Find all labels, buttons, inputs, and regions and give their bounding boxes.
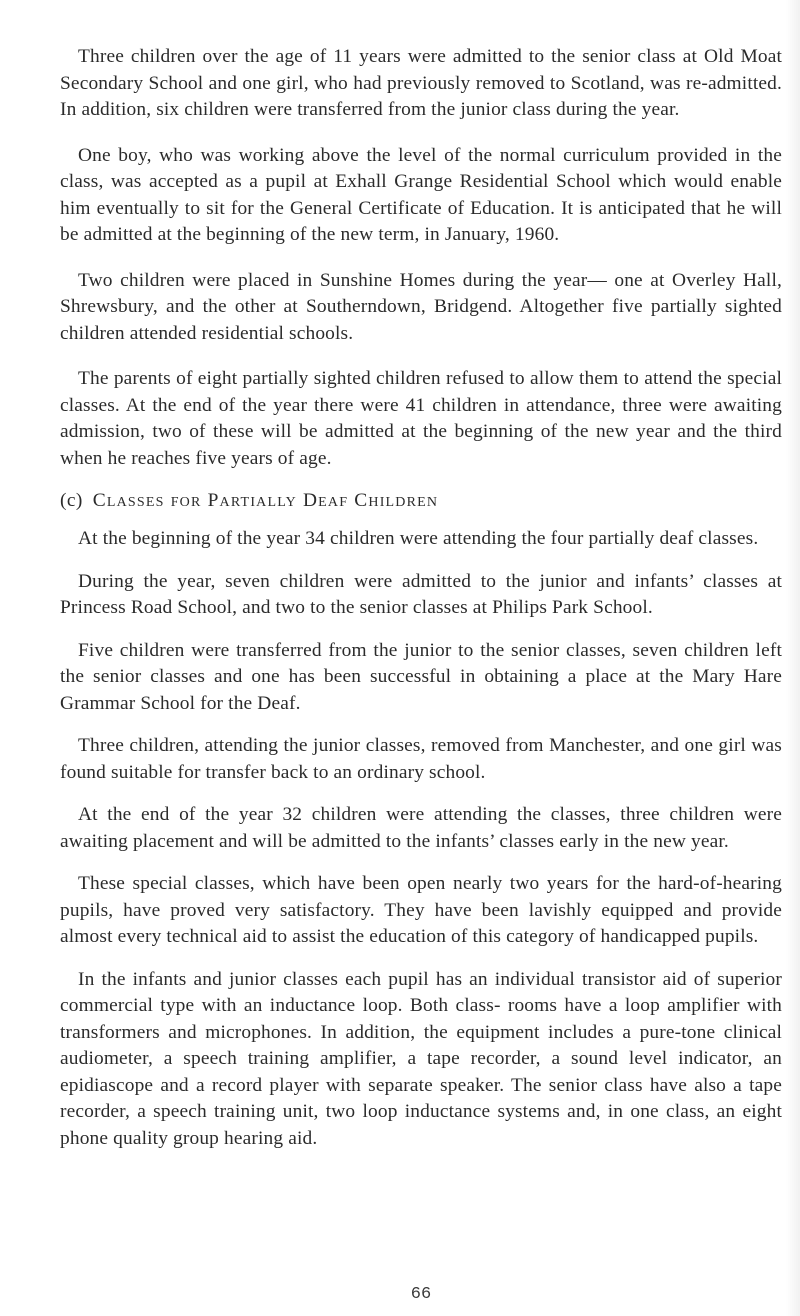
paragraph-special-classes: These special classes, which have been open nearly two years for the hard-of-hearing pupils, have proved very satisfactory. They have been lavishly equipped and provide almost every technical aid to assist the education of this category of handicapped pupils.: [60, 873, 782, 947]
section-heading: [60, 488, 782, 514]
paragraph-end-of-year: At the end of the year 32 children were attending the classes, three children were awaiting placement and will be admitted to the infants’ classes early in the new year.: [60, 804, 782, 852]
document-page: [60, 44, 782, 1306]
section-title: Classes for Partially Deaf Children: [92, 490, 439, 511]
section-marker: (c): [60, 490, 83, 511]
paragraph-sunshine-homes: Two children were placed in Sunshine Homes during the year— one at Overley Hall, Shrewsbury, and the other at Southerndown, Bridgend. Altogether five partially sighted children attended residential schools.: [60, 269, 782, 344]
paragraph-admissions-during-year: During the year, seven children were admitted to the junior and infants’ classes at Princess Road School, and two to the senior classes at Philips Park School.: [60, 570, 782, 618]
paragraph-transfers: Five children were transferred from the junior to the senior classes, seven children left the senior classes and one has been successful in obtaining a place at the Mary Hare Grammar School for the Deaf.: [60, 639, 782, 714]
paragraph-equipment: In the infants and junior classes each pupil has an individual transistor aid of superior commercial type with an inductance loop. Both class- rooms have a loop amplifier with transformers and microphones. In addition, the equipment includes a pure-tone clinical audiometer, a speech training amplifier, a tape recorder, a sound level indicator, an epidiascope and a record player with separate speaker. The senior class have also a tape recorder, a speech training unit, two loop inductance systems and, in one class, an eight phone quality group hearing aid.: [60, 968, 782, 1149]
paragraph-senior-class-admissions: Three children over the age of 11 years were admitted to the senior class at Old Moat Secondary School and one girl, who had previously removed to Scotland, was re-admitted. In addition, six children were transferred from the junior class during the year.: [60, 46, 782, 120]
page-number: 66: [410, 1285, 432, 1304]
page-edge-shadow: [786, 0, 800, 1316]
paragraph-beginning-of-year: At the beginning of the year 34 children were attending the four partially deaf classes.: [78, 528, 759, 549]
paragraph-exhall-grange: One boy, who was working above the level of the normal curriculum provided in the class, was accepted as a pupil at Exhall Grange Residential School which would enable him eventually to sit for the General Certificate of Education. It is anticipated that he will be admitted at the beginning of the new term, in January, 1960.: [60, 144, 782, 245]
paragraph-removals: Three children, attending the junior classes, removed from Manchester, and one girl was found suitable for transfer back to an ordinary school.: [60, 735, 782, 783]
paragraph-parents-refused: The parents of eight partially sighted children refused to allow them to attend the special classes. At the end of the year there were 41 children in attendance, three were awaiting admission, two of these will be admitted at the beginning of the new year and the third when he reaches five years of age.: [60, 368, 782, 469]
